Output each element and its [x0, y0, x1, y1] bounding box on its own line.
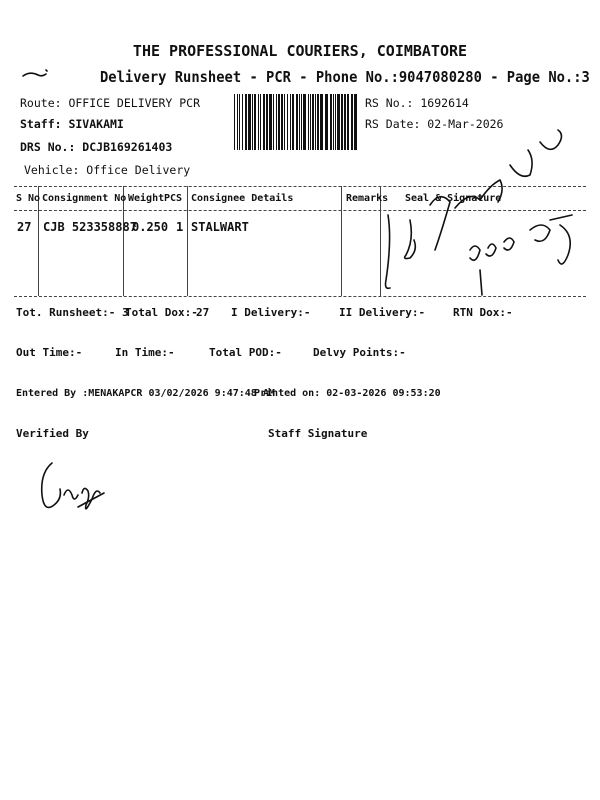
runsheet-title: Delivery Runsheet - PCR - Phone No.:9047080280 - Page No.:3	[100, 68, 590, 86]
rtn-dox: RTN Dox:-	[453, 306, 513, 319]
barcode-bar	[287, 94, 288, 150]
barcode-bar	[337, 94, 340, 150]
printed-on: Printed on: 02-03-2026 09:53:20	[254, 388, 441, 399]
barcode-bar	[266, 94, 268, 150]
barcode-bar	[281, 94, 283, 150]
barcode-bar	[325, 94, 328, 150]
barcode-bar	[312, 94, 314, 150]
barcode-bar	[260, 94, 261, 150]
barcode-bar	[254, 94, 256, 150]
barcode-bar	[330, 94, 332, 150]
barcode-bar	[276, 94, 277, 150]
barcode-bar	[248, 94, 251, 150]
col-header-sno: S No	[16, 193, 41, 204]
cell-consignee: STALWART	[191, 220, 249, 234]
barcode-bar	[347, 94, 349, 150]
col-divider	[187, 186, 188, 296]
barcode-bar	[351, 94, 353, 150]
out-time: Out Time:-	[16, 346, 83, 359]
vehicle-line: Vehicle: Office Delivery	[24, 163, 191, 177]
tot-runsheet: Tot. Runsheet:- 3	[16, 306, 129, 319]
col-divider	[341, 186, 342, 296]
barcode-bar	[290, 94, 291, 150]
delvy-points: Delvy Points:-	[313, 346, 406, 359]
col-header-consignee: Consignee Details	[191, 193, 294, 204]
barcode-bar	[303, 94, 306, 150]
barcode-bar	[299, 94, 300, 150]
col-header-consignment: Consignment No	[42, 193, 127, 204]
cell-weight: 0.250	[132, 220, 169, 234]
barcode-bar	[354, 94, 357, 150]
barcode-bar	[333, 94, 334, 150]
barcode-bar	[301, 94, 302, 150]
cell-pcs: 1	[176, 220, 184, 234]
barcode-bar	[237, 94, 238, 150]
barcode-bar	[284, 94, 285, 150]
route-line: Route: OFFICE DELIVERY PCR	[20, 96, 201, 110]
verifier-signature	[34, 455, 114, 525]
col-header-seal: Seal & Signature	[405, 193, 502, 204]
barcode-bar	[335, 94, 336, 150]
col-header-pcs: PCS	[164, 193, 183, 204]
barcode-bar	[273, 94, 274, 150]
col-header-remarks: Remarks	[346, 193, 389, 204]
rs-number: RS No.: 1692614	[365, 96, 469, 110]
barcode-bar	[245, 94, 247, 150]
barcode-bar	[263, 94, 265, 150]
barcode-bar	[315, 94, 316, 150]
barcode-bar	[308, 94, 309, 150]
barcode-bar	[252, 94, 253, 150]
barcode-bar	[341, 94, 343, 150]
pen-mark	[20, 66, 50, 82]
receiver-signature	[380, 130, 590, 305]
barcode-bar	[292, 94, 294, 150]
total-dox-value: 27	[196, 306, 210, 319]
staff-signature-label: Staff Signature	[268, 427, 368, 440]
barcode-bar	[317, 94, 319, 150]
company-title: THE PROFESSIONAL COURIERS, COIMBATORE	[132, 42, 468, 60]
barcode-bar	[242, 94, 243, 150]
verified-by-label: Verified By	[16, 427, 89, 440]
barcode-bar	[258, 94, 259, 150]
staff-line: Staff: SIVAKAMI	[20, 117, 124, 131]
entered-by: Entered By :MENAKAPCR 03/02/2026 9:47:48 AM	[16, 388, 275, 399]
barcode-bar	[310, 94, 311, 150]
rs-date: RS Date: 02-Mar-2026	[365, 117, 504, 131]
i-delivery: I Delivery:-	[231, 306, 311, 319]
barcode-bar	[239, 94, 240, 150]
barcode-bar	[320, 94, 323, 150]
barcode-bar	[269, 94, 272, 150]
ii-delivery: II Delivery:-	[339, 306, 426, 319]
barcode-bar	[278, 94, 280, 150]
drs-number: DRS No.: DCJB169261403	[20, 140, 173, 154]
barcode-bar	[296, 94, 298, 150]
in-time: In Time:-	[115, 346, 175, 359]
total-pod: Total POD:-	[209, 346, 282, 359]
cell-consignment: CJB 523358887	[43, 220, 137, 234]
total-dox-label: Total Dox:-	[125, 306, 198, 319]
col-header-weight: Weight	[128, 193, 165, 204]
barcode-bar	[234, 94, 235, 150]
barcode-bar	[344, 94, 346, 150]
barcode	[234, 94, 360, 150]
cell-sno: 27	[17, 220, 32, 234]
